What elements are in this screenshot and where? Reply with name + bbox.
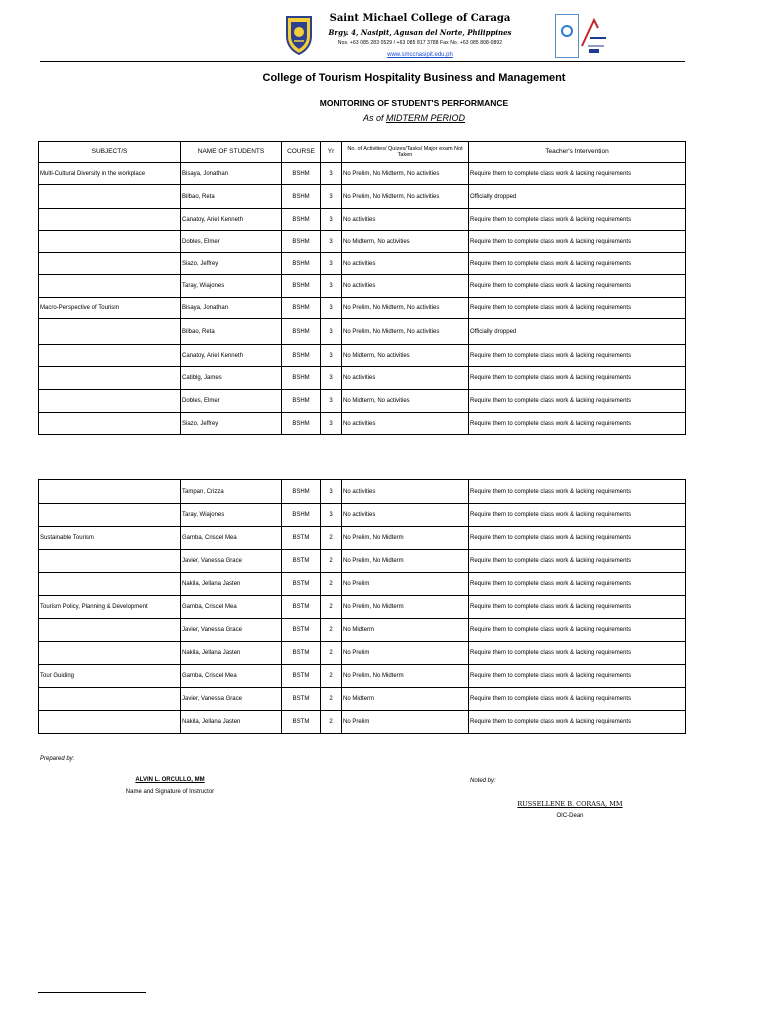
cell-course: BSTM [282,550,321,573]
cell-yr: 2 [321,550,342,573]
college-contacts: Nos. +63 085 283 0529 / +63 085 817 3788 Fax No. +63 085 808-0892 [337,40,503,46]
table-row [39,480,686,504]
table-row [39,253,686,275]
cell-name: Bisaya, Jonathan [181,163,282,185]
cell-course: BSHM [282,390,321,413]
cell-course: BSHM [282,185,321,209]
header-intervention: Teacher's Intervention [469,142,686,163]
cell-activities: No Midterm [342,688,469,711]
cell-intervention: Officially dropped [469,185,686,209]
cell-subject [39,185,181,209]
cell-intervention: Require them to complete class work & lacking requirements [469,231,686,253]
cell-subject [39,504,181,527]
table-row [39,619,686,642]
cell-intervention: Require them to complete class work & lacking requirements [469,504,686,527]
cell-yr: 3 [321,185,342,209]
cell-intervention: Require them to complete class work & lacking requirements [469,163,686,185]
cell-yr: 3 [321,367,342,390]
cell-name: Canatoy, Ariel Kenneth [181,345,282,367]
cell-subject: Sustainable Tourism [39,527,181,550]
cell-activities: No Prelim, No Midterm, No activities [342,185,469,209]
table-row [39,209,686,231]
table-row [39,319,686,345]
cell-activities: No Prelim, No Midterm [342,550,469,573]
document-title: College of Tourism Hospitality Business and Management [262,72,566,84]
table-row [39,367,686,390]
cell-activities: No activities [342,209,469,231]
cell-subject [39,480,181,504]
cell-name: Bisaya, Jonathan [181,298,282,319]
cell-yr: 3 [321,163,342,185]
period-line [0,113,768,123]
table-row [39,413,686,435]
cell-name: Bilbao, Reta [181,319,282,345]
cell-yr: 3 [321,319,342,345]
cell-subject [39,253,181,275]
cell-course: BSHM [282,319,321,345]
cell-yr: 3 [321,231,342,253]
table-row [39,711,686,734]
cell-activities: No activities [342,367,469,390]
cell-activities: No Midterm, No activities [342,390,469,413]
cell-intervention: Require them to complete class work & lacking requirements [469,711,686,734]
college-name: Saint Michael College of Caraga [329,13,511,24]
cell-name: Tampan, Crizza [181,480,282,504]
certification-logo-icon [555,14,579,58]
prepared-by-role: Name and Signature of Instructor [125,789,215,795]
cell-yr: 2 [321,573,342,596]
cell-intervention: Require them to complete class work & lacking requirements [469,413,686,435]
cell-yr: 3 [321,253,342,275]
cell-course: BSTM [282,619,321,642]
header-subject: SUBJECT/S [39,142,181,163]
header-activities: No. of Activities/ Quizes/Tasks/ Major exam Not Taken [342,142,469,163]
cell-course: BSHM [282,345,321,367]
cell-name: Siazo, Jeffrey [181,413,282,435]
header-name: NAME OF STUDENTS [181,142,282,163]
cell-intervention: Require them to complete class work & lacking requirements [469,596,686,619]
cell-subject [39,642,181,665]
table-row [39,298,686,319]
cell-yr: 2 [321,665,342,688]
cell-name: Catiblg, James [181,367,282,390]
cell-name: Bilbao, Reta [181,185,282,209]
table-row [39,231,686,253]
performance-table-top [38,141,686,435]
accreditation-logo-icon [580,16,608,56]
cell-intervention: Require them to complete class work & lacking requirements [469,298,686,319]
cell-name: Nakila, Jellana Jasten [181,711,282,734]
cell-activities: No Prelim, No Midterm [342,665,469,688]
table-row [39,642,686,665]
cell-name: Javier, Vanessa Grace [181,619,282,642]
cell-name: Dobles, Elmer [181,390,282,413]
table-row [39,390,686,413]
prepared-by-name: ALVIN L. ORCULLO, MM [135,777,205,783]
cell-name: Dobles, Elmer [181,231,282,253]
cell-yr: 2 [321,642,342,665]
cell-subject [39,619,181,642]
cell-course: BSHM [282,209,321,231]
cell-name: Taray, Wiajones [181,504,282,527]
cell-yr: 2 [321,619,342,642]
table-row [39,504,686,527]
cell-activities: No Prelim [342,642,469,665]
cell-activities: No Prelim, No Midterm, No activities [342,298,469,319]
cell-intervention: Require them to complete class work & lacking requirements [469,642,686,665]
cell-name: Siazo, Jeffrey [181,253,282,275]
cell-name: Gamba, Criscel Mea [181,665,282,688]
cell-subject [39,413,181,435]
cell-intervention: Require them to complete class work & lacking requirements [469,550,686,573]
table-row [39,527,686,550]
cell-intervention: Require them to complete class work & lacking requirements [469,275,686,298]
table-row [39,185,686,209]
letterhead [0,0,768,62]
cell-subject [39,275,181,298]
cell-course: BSTM [282,665,321,688]
cell-name: Javier, Vanessa Grace [181,688,282,711]
cell-intervention: Require them to complete class work & lacking requirements [469,527,686,550]
cell-subject [39,573,181,596]
cell-name: Canatoy, Ariel Kenneth [181,209,282,231]
table-row [39,665,686,688]
document-subtitle: MONITORING OF STUDENT'S PERFORMANCE [319,98,509,108]
cell-intervention: Require them to complete class work & lacking requirements [469,253,686,275]
cell-name: Gamba, Criscel Mea [181,596,282,619]
college-website-link[interactable]: www.smccnasipit.edu.ph [387,52,453,58]
cell-course: BSHM [282,231,321,253]
cell-course: BSTM [282,596,321,619]
cell-subject: Macro-Perspective of Tourism [39,298,181,319]
cell-course: BSTM [282,711,321,734]
cell-yr: 2 [321,688,342,711]
table-row [39,275,686,298]
cell-intervention: Require them to complete class work & lacking requirements [469,480,686,504]
cell-activities: No Prelim, No Midterm, No activities [342,319,469,345]
cell-name: Nakila, Jellana Jasten [181,642,282,665]
cell-yr: 2 [321,711,342,734]
cell-name: Javier, Vanessa Grace [181,550,282,573]
cell-subject: Tour Guiding [39,665,181,688]
cell-course: BSHM [282,413,321,435]
cell-subject [39,231,181,253]
cell-course: BSHM [282,275,321,298]
cell-course: BSHM [282,298,321,319]
header-divider [40,61,685,62]
cell-yr: 3 [321,480,342,504]
cell-name: Taray, Wiajones [181,275,282,298]
cell-yr: 3 [321,390,342,413]
cell-yr: 2 [321,527,342,550]
cell-subject [39,711,181,734]
cell-course: BSHM [282,480,321,504]
cell-course: BSHM [282,253,321,275]
cell-activities: No Midterm, No activities [342,231,469,253]
cell-yr: 2 [321,596,342,619]
cell-intervention: Require them to complete class work & lacking requirements [469,619,686,642]
cell-intervention: Require them to complete class work & lacking requirements [469,688,686,711]
prepared-by-label: Prepared by: [40,756,75,762]
cell-yr: 3 [321,298,342,319]
cell-intervention: Require them to complete class work & lacking requirements [469,390,686,413]
cell-intervention: Officially dropped [469,319,686,345]
cell-course: BSHM [282,163,321,185]
cell-subject [39,367,181,390]
noted-by-role: OIC-Dean [556,813,584,819]
cell-course: BSTM [282,688,321,711]
header-course: COURSE [282,142,321,163]
cell-subject: Tourism Policy, Planning & Development [39,596,181,619]
cell-yr: 3 [321,209,342,231]
cell-activities: No activities [342,413,469,435]
table-row [39,596,686,619]
table-header-row [39,142,686,163]
cell-yr: 3 [321,345,342,367]
cell-course: BSTM [282,573,321,596]
table-row [39,688,686,711]
as-of-label: As of [362,113,384,123]
cell-intervention: Require them to complete class work & lacking requirements [469,209,686,231]
cell-subject [39,209,181,231]
cell-activities: No Prelim, No Midterm [342,527,469,550]
cell-activities: No Prelim [342,711,469,734]
header-yr: Yr [321,142,342,163]
table-row [39,550,686,573]
college-address: Brgy. 4, Nasipit, Agusan del Norte, Philippines [328,28,512,37]
cell-subject: Multi-Cultural Diversity in the workplace [39,163,181,185]
cell-yr: 3 [321,413,342,435]
cell-activities: No activities [342,275,469,298]
table-row [39,573,686,596]
cell-subject [39,688,181,711]
cell-activities: No Midterm, No activities [342,345,469,367]
cell-name: Nakila, Jellana Jasten [181,573,282,596]
cell-activities: No Prelim, No Midterm, No activities [342,163,469,185]
table-row [39,163,686,185]
cell-course: BSTM [282,642,321,665]
cell-yr: 3 [321,275,342,298]
performance-table-bottom [38,479,686,734]
cell-activities: No activities [342,480,469,504]
cell-course: BSTM [282,527,321,550]
period-value: MIDTERM PERIOD [386,113,466,123]
cell-activities: No Prelim, No Midterm [342,596,469,619]
noted-by-label: Noted by: [470,778,496,784]
cell-activities: No activities [342,504,469,527]
cell-yr: 3 [321,504,342,527]
footnote-divider [38,992,146,993]
cell-activities: No Midterm [342,619,469,642]
cell-activities: No activities [342,253,469,275]
table-row [39,345,686,367]
cell-course: BSHM [282,367,321,390]
cell-course: BSHM [282,504,321,527]
cell-activities: No Prelim [342,573,469,596]
cell-intervention: Require them to complete class work & lacking requirements [469,367,686,390]
cell-intervention: Require them to complete class work & lacking requirements [469,345,686,367]
cell-name: Gamba, Criscel Mea [181,527,282,550]
cell-subject [39,345,181,367]
cell-subject [39,550,181,573]
noted-by-name: RUSSELLENE B. CORASA, MM [517,800,623,808]
cell-intervention: Require them to complete class work & lacking requirements [469,665,686,688]
cell-subject [39,319,181,345]
cell-intervention: Require them to complete class work & lacking requirements [469,573,686,596]
cell-subject [39,390,181,413]
